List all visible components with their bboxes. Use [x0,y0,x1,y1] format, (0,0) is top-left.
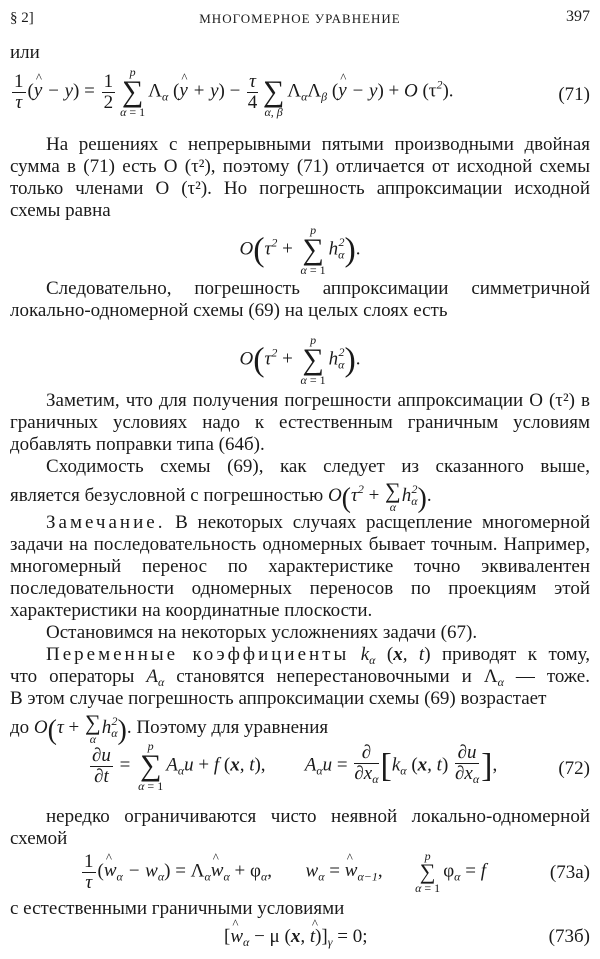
paragraph-4-line-2: является безусловной с погрешностью $O(\tau^2$ + ∑ α $h_\alpha^2$). [10,477,432,514]
equation-71-number: (71) [558,84,590,105]
word-ili: или [10,42,40,63]
equation-73b: [^ $w_\alpha - \mu$ (x, ^ $t)]_\gamma = 0$; (73б) [10,924,590,952]
paragraph-4-line-1: Сходимость схемы (69), как следует из сказанного выше, [46,456,590,477]
equation-73a-number: (73а) [549,862,590,883]
header-title: МНОГОМЕРНОЕ УРАВНЕНИЕ [199,11,401,26]
paragraph-9: с естественными граничными условиями [10,898,345,919]
equation-error-symmetric: $O(\tau^2$ + p ∑ α = 1 $h_\alpha^2$). [239,333,361,387]
remark-label: Замечание. [46,512,166,533]
section-mark: § 2] [10,10,34,26]
equation-71: $\frac{1}{\tau}$ (^ y − y) = $\frac{1}{2}$ p ∑ α = 1 $\Lambda_\alpha$ (^ y + y) − $\frac{\tau}{4}$ ∑ α, β $\Lambda_\alpha\Lambda_\beta$ (^ y − y) + O $(\tau^2)$. (71) [10,66,590,122]
paragraph-7-text-d: — тоже. [503,666,590,687]
paragraph-3: Заметим, что для получения погрешности аппроксимации O (τ²) в граничных условиях надо к естественным граничным условиям добавлять поправки типа (64б). [10,390,590,455]
equation-73a: $\frac{1}{\tau}$ (^ $w_\alpha - w_\alpha$) = $\Lambda_\alpha\^{}$ $w_\alpha + \varphi_\alpha$, $w_\alpha$ = ^ $w_{\alpha-1}$, p ∑ α = 1 $\varphi_\alpha = f$ (73а) [10,850,590,896]
paragraph-7-line-1: Переменные коэффициенты $k_\alpha$ (x, t) приводят к тому, [46,644,591,667]
paragraph-7-line-3: В этом случае погрешность аппроксимации схемы (69) возрастает [10,688,547,709]
paragraph-7-line-4: до O(τ + ∑ α $h_\alpha^2$). Поэтому для уравнения [10,709,329,746]
equation-72-number: (72) [558,758,590,779]
equation-73b-number: (73б) [548,926,590,947]
paragraph-7-text-c: становятся неперестановочными и [164,666,472,687]
paragraph-1: На решениях с непрерывными пятыми производными двойная сумма в (71) есть O (τ²), поэтому (71) отличается от исходной схемы только членами O (τ²). Но погрешность аппроксимации исходной схемы равна [10,134,590,221]
paragraph-6: Остановимся на некоторых усложнениях задачи (67). [46,622,478,643]
paragraph-4-text: является безусловной с погрешностью [10,485,324,506]
equation-72: $\frac{\partial u}{\partial t}$ = p ∑ α = 1 $A_\alpha u + f$ (x, t), $A_\alpha u$ = $\frac{\partial}{\partial x_\alpha}$ [$k_\alpha$ (x, t) $\frac{\partial u}{\partial x_\alpha}$ ], (72) [92,739,590,793]
running-header [10,8,590,30]
paragraph-7-text-a: приводят к тому, [430,644,591,665]
paragraph-7-line-2: что операторы $A_\alpha$ становятся неперестановочными и $\Lambda_\alpha$ — тоже. [10,666,590,689]
paragraph-7-text-f: до [10,717,30,738]
page-number: 397 [566,8,590,25]
paragraph-7-text-b: что операторы [10,666,135,687]
equation-error-original: $O(\tau^2$ + p ∑ α = 1 $h_\alpha^2$). [239,223,361,277]
paragraph-remark [10,512,590,622]
paragraph-2: Следовательно, погрешность аппроксимации симметричной локально-одномерной схемы (69) на целых слоях есть [10,278,590,321]
variable-coeffs-label: Переменные коэффициенты [46,644,350,665]
remark-text: В некоторых случаях расщепление многомерной задачи на последовательность одномерных бывает точным. Например, многомерный перенос по характеристике точно эквивалентен последовательности одномерных переносов по проекциям этой характеристики на координатные плоскости. [10,512,590,621]
paragraph-8: нередко ограничиваются чисто неявной локально-одномерной схемой [10,806,590,849]
paragraph-7-text-g: . Поэтому для уравнения [126,717,329,738]
